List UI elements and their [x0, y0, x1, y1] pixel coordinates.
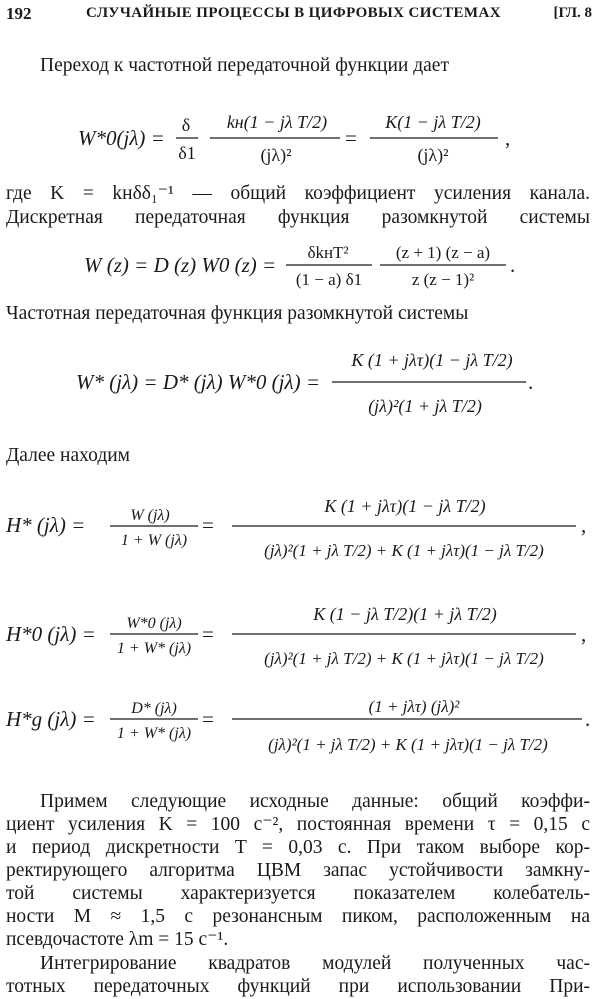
eq4-equals: = [202, 513, 214, 537]
equation-wstar [0, 336, 600, 428]
eq2-f2-den: z (z − 1)² [411, 270, 475, 289]
eq1-f3-den: (jλ)² [417, 145, 449, 165]
eq1-equals: = [345, 126, 357, 150]
eq1-f2-num: kн(1 − jλ T/2) [226, 112, 328, 132]
eq6-end: . [585, 707, 591, 731]
eq5-equals: = [202, 622, 214, 646]
paragraph-line: и период дискретности T = 0,03 с. При таком выборе кор- [6, 837, 590, 858]
paragraph-line: ректирующего алгоритма ЦВМ запас устойчивости замкну- [6, 860, 590, 881]
eq3-num: K (1 + jλτ)(1 − jλ T/2) [351, 350, 513, 370]
eq1-f2-den: (jλ)² [260, 145, 292, 165]
paragraph-intro: Переход к частотной передаточной функции дает [40, 55, 449, 76]
eq6-equals: = [202, 707, 214, 731]
equation-wz [0, 234, 600, 296]
paragraph-line: Примем следующие исходные данные: общий коэффи- [40, 791, 590, 812]
eq6-num: (1 + jλτ) (jλ)² [368, 697, 460, 716]
eq5-f1-num: W*0 (jλ) [126, 615, 182, 632]
paragraph-line: циент усиления K = 100 с⁻², постоянная времени τ = 0,15 с [6, 814, 590, 835]
eq5-f1-den: 1 + W* (jλ) [116, 640, 192, 657]
equation-hg [0, 688, 600, 774]
eq4-f1-den: 1 + W (jλ) [120, 532, 188, 549]
page-number: 192 [6, 4, 32, 23]
eq5-end: , [581, 622, 587, 646]
eq2-f1-num: δkнT² [307, 243, 349, 262]
eq4-den: (jλ)²(1 + jλ T/2) + K (1 + jλτ)(1 − jλ T/2) [264, 541, 544, 560]
eq5-num: K (1 − jλ T/2)(1 + jλ T/2) [313, 604, 497, 624]
paragraph-line: тотных передаточных функций при использовании При- [6, 976, 590, 997]
eq1-end: , [505, 126, 511, 150]
eq2-lhs: W (z) = D (z) W0 (z) = [84, 253, 277, 277]
eq4-f1-num: W (jλ) [130, 507, 170, 524]
running-title: СЛУЧАЙНЫЕ ПРОЦЕССЫ В ЦИФРОВЫХ СИСТЕМАХ [86, 5, 501, 21]
chapter-label: [ГЛ. 8 [553, 5, 592, 21]
eq6-den: (jλ)²(1 + jλ T/2) + K (1 + jλτ)(1 − jλ T/2) [268, 735, 548, 754]
eq3-lhs: W* (jλ) = D* (jλ) W*0 (jλ) = [76, 370, 320, 394]
equation-h0 [0, 596, 600, 684]
eq5-lhs: H*0 (jλ) = [6, 622, 96, 646]
paragraph-line: той системы характеризуется показателем колебатель- [6, 883, 590, 904]
eq6-f1-num: D* (jλ) [131, 700, 177, 717]
eq1-lhs: W*0(jλ) = [78, 126, 165, 150]
eq2-f2-num: (z + 1) (z − a) [395, 243, 491, 262]
paragraph-frequency-tf: Частотная передаточная функция разомкнутой системы [6, 303, 469, 324]
equation-w0 [0, 92, 600, 170]
paragraph-line: псевдочастоте λm = 15 с⁻¹. [6, 929, 229, 950]
paragraph-line: Интегрирование квадратов модулей полученных час- [40, 953, 590, 974]
eq6-f1-den: 1 + W* (jλ) [116, 725, 192, 742]
paragraph-next: Далее находим [6, 445, 131, 466]
eq1-f1-den: δ1 [178, 143, 196, 163]
eq4-end: , [581, 513, 587, 537]
eq3-den: (jλ)²(1 + jλ T/2) [368, 396, 482, 416]
eq1-f1-num: δ [181, 115, 191, 135]
paragraph-gain-definition: где K = kнδδ₁⁻¹ — общий коэффициент усиления канала. [6, 183, 590, 204]
eq4-lhs: H* (jλ) = [6, 513, 86, 537]
equation-h [0, 486, 600, 578]
running-header [6, 4, 592, 26]
paragraph-discrete-tf: Дискретная передаточная функция разомкнутой системы [6, 207, 590, 228]
eq2-f1-den: (1 − a) δ1 [295, 270, 363, 289]
eq1-f3-num: K(1 − jλ T/2) [385, 112, 481, 132]
eq6-lhs: H*g (jλ) = [6, 707, 96, 731]
eq4-num: K (1 + jλτ)(1 − jλ T/2) [324, 496, 486, 516]
eq3-end: . [528, 370, 534, 394]
paragraph-line: ности M ≈ 1,5 с резонансным пиком, расположенным на [6, 906, 590, 927]
eq2-end: . [510, 253, 516, 277]
eq5-den: (jλ)²(1 + jλ T/2) + K (1 + jλτ)(1 − jλ T/2) [264, 649, 544, 668]
